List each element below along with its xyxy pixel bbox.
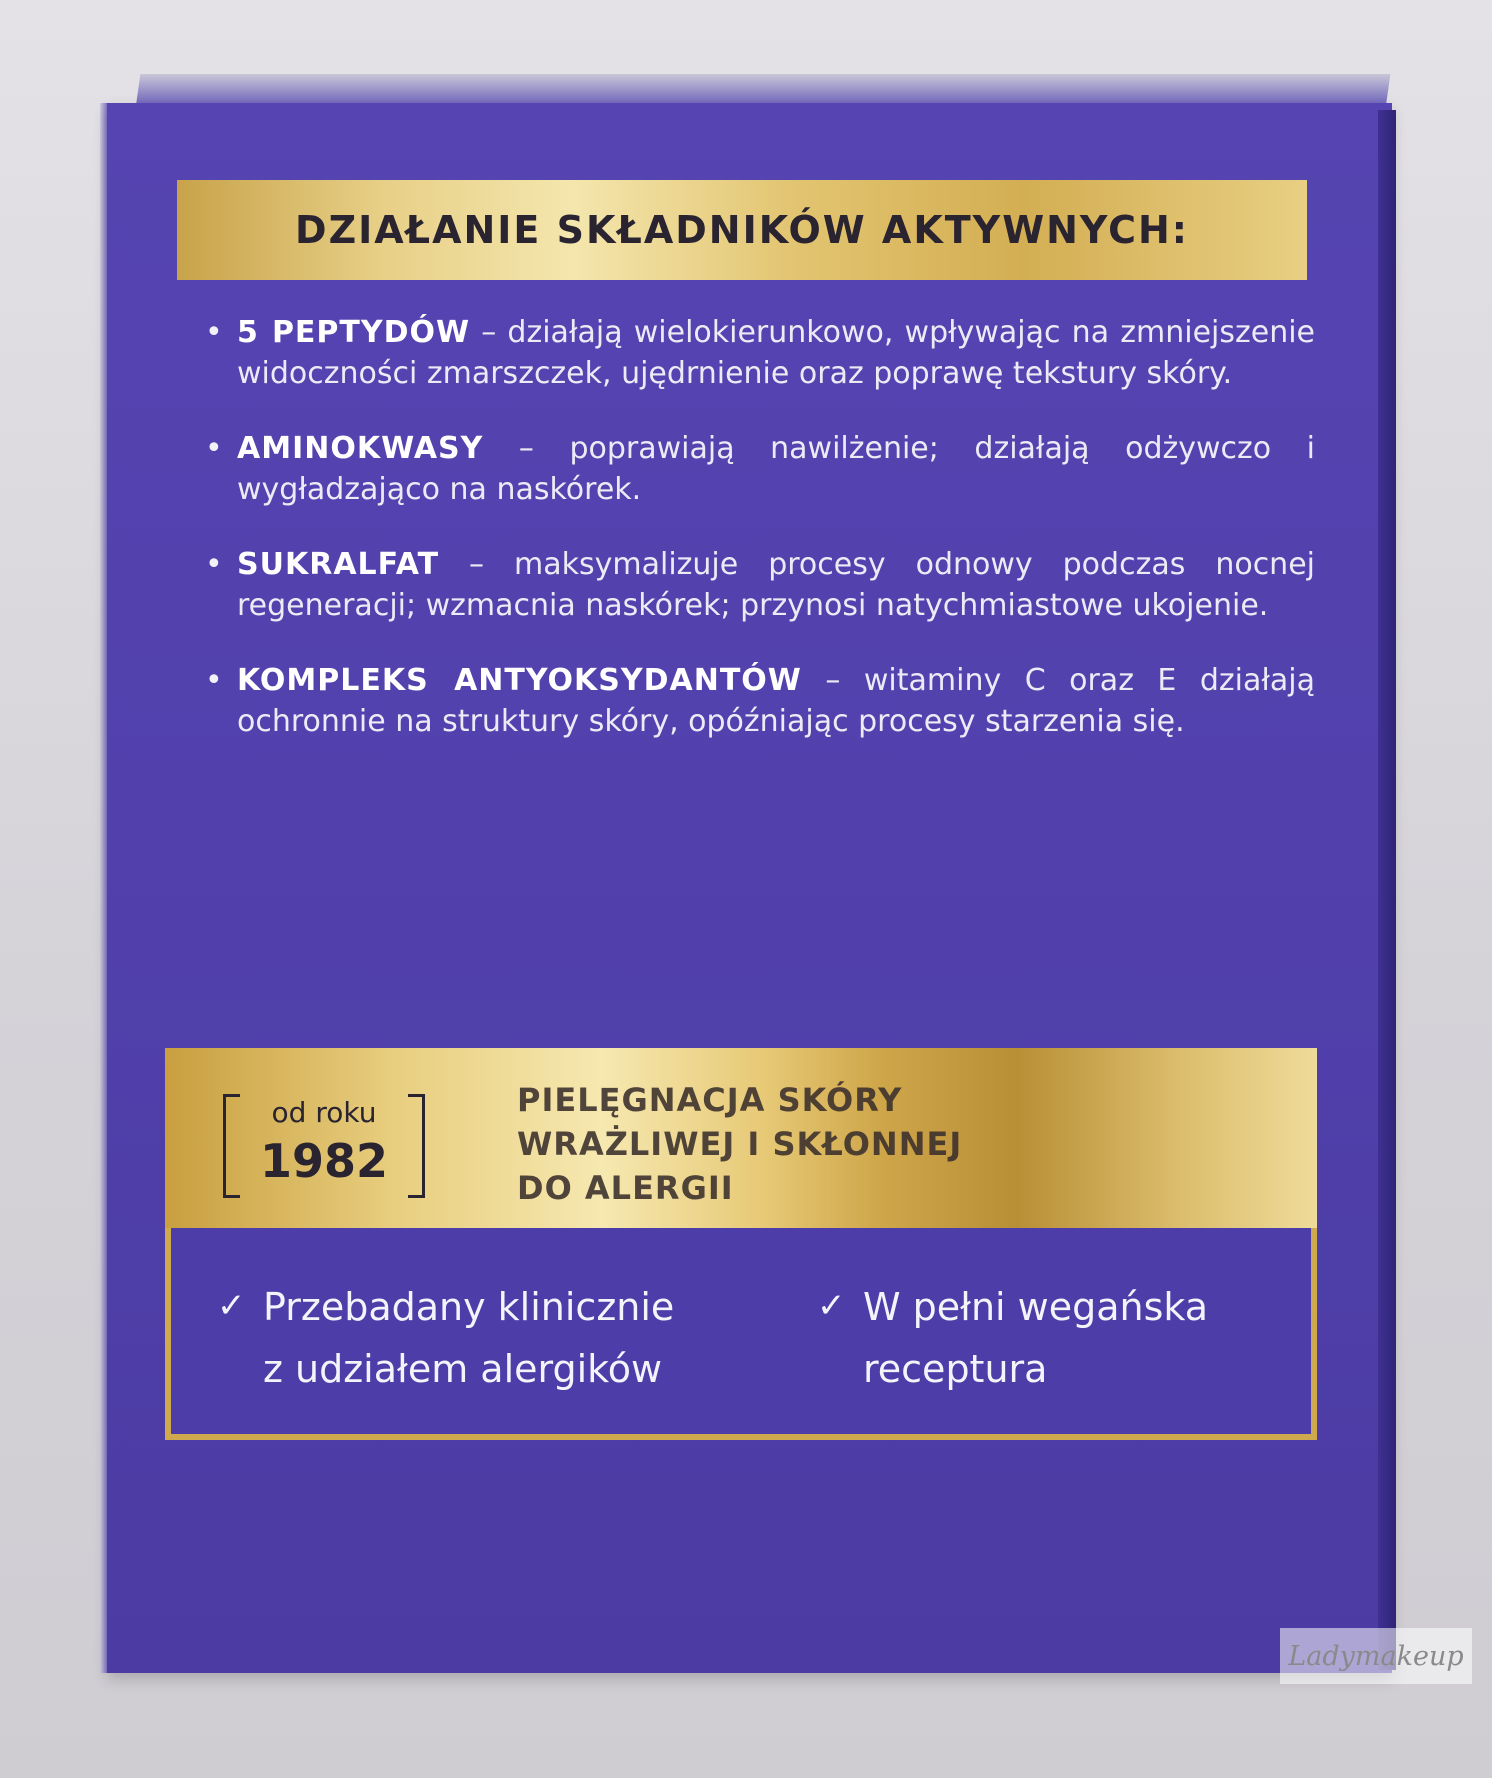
watermark xyxy=(1280,1628,1472,1684)
claim-line: WRAŻLIWEJ I SKŁONNEJ xyxy=(517,1125,963,1163)
list-item xyxy=(205,312,1315,394)
since-year-badge xyxy=(223,1094,425,1194)
ingredient-description: – działają wielokierunkowo, wpływając na zmniejszenie widoczności zmarszczek, ujędrnienie oraz poprawę tekstury skóry. xyxy=(237,315,1315,391)
ingredient-text xyxy=(237,544,1315,626)
list-item xyxy=(205,428,1315,510)
promo-gold-band xyxy=(165,1048,1317,1238)
feature-clinically-tested xyxy=(217,1276,674,1400)
header-title: DZIAŁANIE SKŁADNIKÓW AKTYWNYCH: xyxy=(295,208,1189,252)
claim-line: DO ALERGII xyxy=(517,1169,734,1207)
watermark-text: Ladymakeup xyxy=(1288,1640,1464,1672)
feature-line: receptura xyxy=(863,1347,1048,1391)
check-icon: ✓ xyxy=(217,1286,246,1326)
ingredient-name: AMINOKWASY xyxy=(237,431,484,466)
feature-line: W pełni wegańska xyxy=(863,1285,1209,1329)
since-label: od roku xyxy=(271,1096,377,1129)
ingredient-text xyxy=(237,660,1315,742)
promo-panel xyxy=(165,1048,1317,1440)
ingredient-description: – maksymalizuje procesy odnowy podczas nocnej regeneracji; wzmacnia naskórek; przynosi natychmiastowe ukojenie. xyxy=(237,547,1315,623)
check-icon: ✓ xyxy=(817,1286,846,1326)
ingredient-list xyxy=(205,312,1315,776)
bullet-icon: • xyxy=(205,431,223,466)
since-year: 1982 xyxy=(259,1134,389,1188)
ingredient-description: – witaminy C oraz E działają ochronnie na struktury skóry, opóźniając procesy starzenia się. xyxy=(237,663,1315,739)
claim-line: PIELĘGNACJA SKÓRY xyxy=(517,1081,903,1119)
bullet-icon: • xyxy=(205,547,223,582)
ingredient-name: SUKRALFAT xyxy=(237,547,440,582)
list-item xyxy=(205,660,1315,742)
skin-care-claim xyxy=(517,1078,1137,1210)
bullet-icon: • xyxy=(205,663,223,698)
ingredient-text xyxy=(237,428,1315,510)
bullet-icon: • xyxy=(205,315,223,350)
list-item xyxy=(205,544,1315,626)
ingredient-name: 5 PEPTYDÓW xyxy=(237,315,471,350)
feature-text xyxy=(863,1276,1208,1400)
feature-text xyxy=(263,1276,674,1400)
feature-line: Przebadany klinicznie xyxy=(263,1285,675,1329)
active-ingredients-header xyxy=(177,180,1307,280)
ingredient-description: – poprawiają nawilżenie; działają odżywczo i wygładzająco na naskórek. xyxy=(237,431,1315,507)
ingredient-text xyxy=(237,312,1315,394)
box-side-edge xyxy=(1378,110,1396,1670)
feature-vegan-formula xyxy=(817,1276,1208,1400)
ingredient-name: KOMPLEKS ANTYOKSYDANTÓW xyxy=(237,663,802,698)
feature-line: z udziałem alergików xyxy=(263,1347,663,1391)
